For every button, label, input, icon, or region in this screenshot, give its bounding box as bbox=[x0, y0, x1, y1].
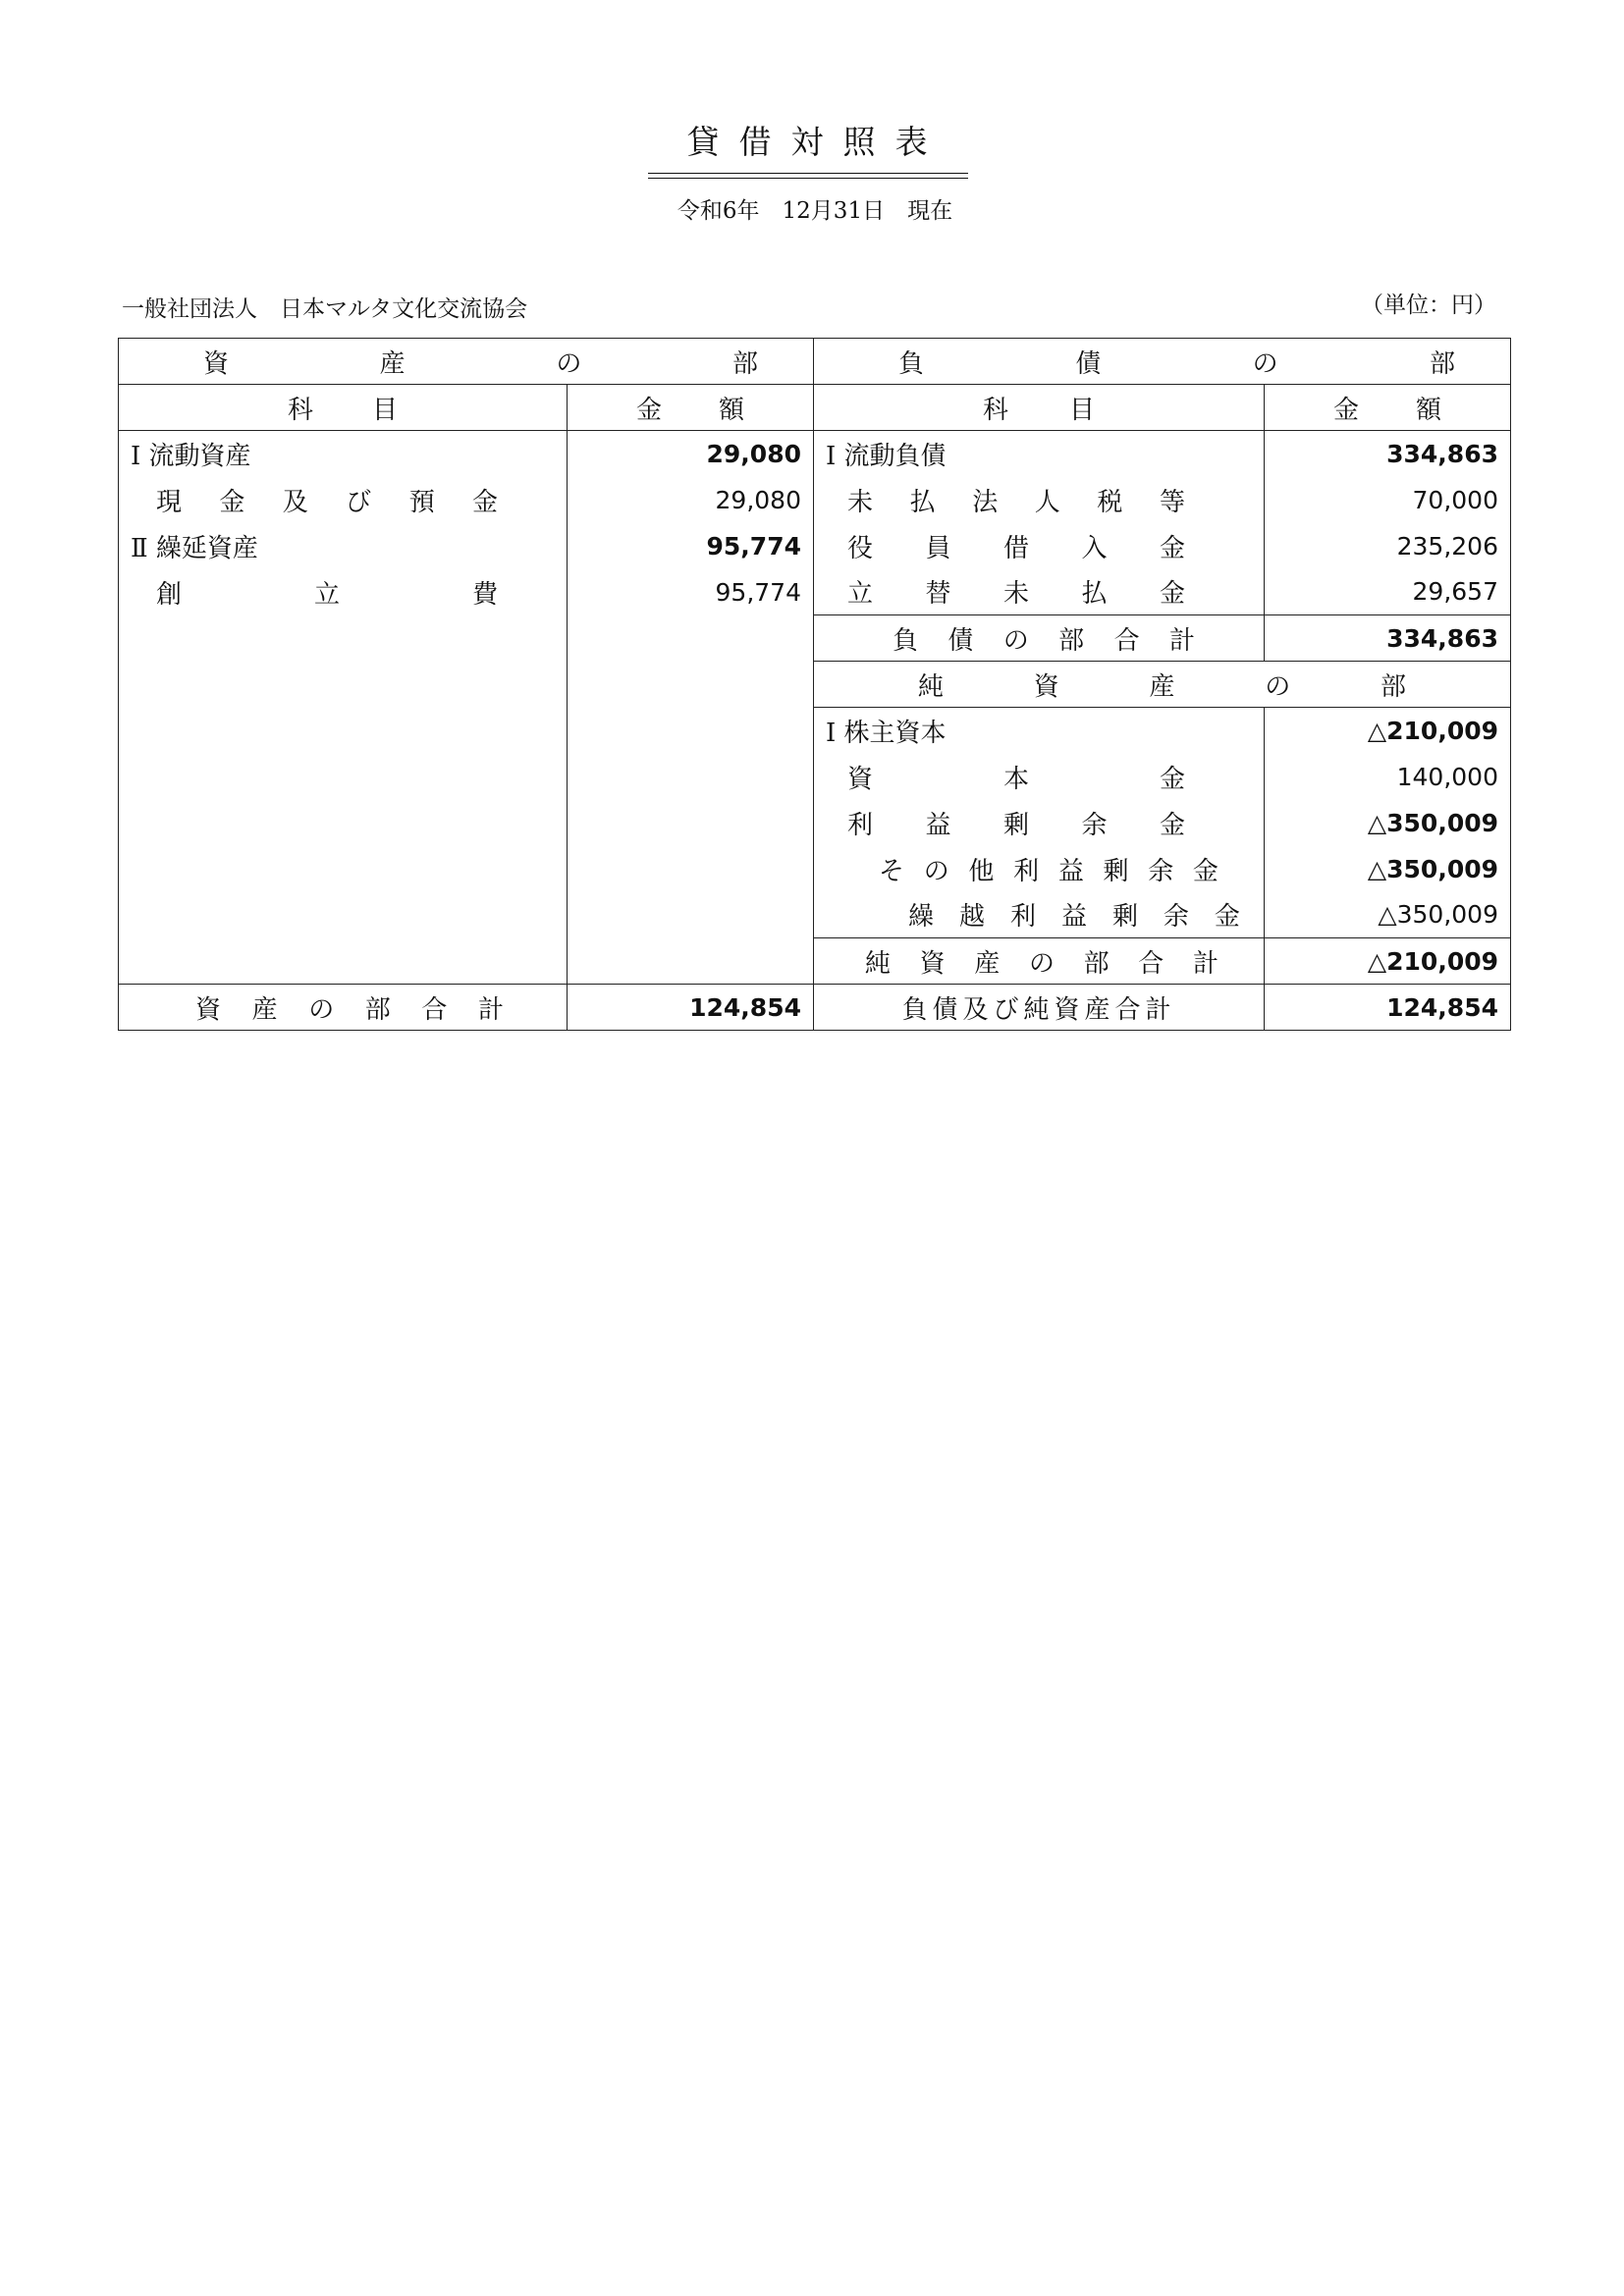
shareholders-equity-amount: △210,009 bbox=[1265, 708, 1511, 754]
label-char: 立 bbox=[313, 579, 340, 610]
label-char: 債 bbox=[1075, 348, 1102, 379]
deferred-assets-amount: 95,774 bbox=[568, 523, 814, 569]
spaced-label bbox=[636, 390, 744, 426]
label-char: 負 bbox=[898, 348, 925, 379]
label-char: 産 bbox=[974, 948, 1001, 979]
label-char: 費 bbox=[471, 579, 498, 610]
table-row bbox=[119, 431, 1511, 477]
letters bbox=[203, 344, 758, 380]
label-char: 金 bbox=[1159, 764, 1185, 794]
liabilities-total-amount: 334,863 bbox=[1265, 615, 1511, 662]
blank-cell bbox=[119, 708, 568, 754]
spaced-label bbox=[156, 574, 498, 611]
officer-loans-label bbox=[814, 523, 1265, 569]
label-char: 借 bbox=[1002, 533, 1029, 563]
spaced-label bbox=[879, 851, 1218, 887]
spaced-label bbox=[918, 667, 1406, 703]
label-char: 金 bbox=[1214, 902, 1240, 933]
label-char: の bbox=[308, 994, 335, 1025]
retained-earnings-carried-amount: △350,009 bbox=[1265, 892, 1511, 938]
capital-label bbox=[814, 754, 1265, 800]
label-char: 繰 bbox=[908, 902, 935, 933]
spaced-label bbox=[195, 989, 504, 1026]
label-char: 余 bbox=[1081, 810, 1108, 840]
spaced-label bbox=[847, 482, 1185, 518]
table-row bbox=[119, 615, 1511, 662]
blank-cell bbox=[568, 800, 814, 846]
label-char: 金 bbox=[219, 487, 245, 517]
label-char: 他 bbox=[968, 856, 995, 886]
blank-cell bbox=[568, 754, 814, 800]
label-char: の bbox=[1252, 348, 1278, 379]
liabilities-amount-header bbox=[1265, 385, 1511, 431]
liabilities-total-label bbox=[814, 615, 1265, 662]
current-liabilities-label: Ⅰ 流動負債 bbox=[814, 431, 1265, 477]
label-char: 部 bbox=[364, 994, 391, 1025]
label-char: 本 bbox=[1002, 764, 1029, 794]
label-char: 部 bbox=[1058, 625, 1085, 656]
label-char: 産 bbox=[251, 994, 278, 1025]
label-char: 及 bbox=[282, 487, 308, 517]
spaced-label bbox=[847, 805, 1185, 841]
label-char: そ bbox=[879, 856, 905, 886]
label-char: 債 bbox=[947, 625, 974, 656]
retained-earnings-amount: △350,009 bbox=[1265, 800, 1511, 846]
capital-amount: 140,000 bbox=[1265, 754, 1511, 800]
label-char: 余 bbox=[1148, 856, 1174, 886]
column-header-row bbox=[119, 385, 1511, 431]
label-char: 額 bbox=[718, 395, 744, 425]
label-char: 余 bbox=[1163, 902, 1189, 933]
label-char: 益 bbox=[1060, 902, 1087, 933]
table-row bbox=[119, 800, 1511, 846]
label-char: 合 bbox=[1138, 948, 1164, 979]
label-char: 額 bbox=[1415, 395, 1441, 425]
label-char: 払 bbox=[909, 487, 936, 517]
label-char: 目 bbox=[371, 395, 398, 425]
label-char: 等 bbox=[1159, 487, 1185, 517]
table-row bbox=[119, 938, 1511, 985]
label-char: 剰 bbox=[1103, 856, 1129, 886]
blank-cell bbox=[568, 662, 814, 708]
spaced-label bbox=[983, 390, 1095, 426]
shareholders-equity-label: Ⅰ 株主資本 bbox=[814, 708, 1265, 754]
label-char: 益 bbox=[1057, 856, 1084, 886]
label-char: 部 bbox=[1083, 948, 1110, 979]
blank-cell bbox=[119, 892, 568, 938]
blank-cell bbox=[568, 846, 814, 892]
spaced-label bbox=[847, 759, 1185, 795]
table-row bbox=[119, 708, 1511, 754]
label-char: 入 bbox=[1081, 533, 1108, 563]
label-char: 産 bbox=[1149, 671, 1175, 702]
label-char: 計 bbox=[1168, 625, 1195, 656]
label-char: 部 bbox=[1380, 671, 1406, 702]
spaced-label bbox=[156, 482, 498, 518]
cash-label bbox=[119, 477, 568, 523]
spaced-label bbox=[865, 943, 1218, 980]
label-char: 資 bbox=[847, 764, 874, 794]
label-char: 未 bbox=[1002, 579, 1029, 610]
organization-cost-amount: 95,774 bbox=[568, 569, 814, 615]
blank-cell bbox=[568, 892, 814, 938]
current-assets-label: Ⅰ 流動資産 bbox=[119, 431, 568, 477]
assets-amount-header bbox=[568, 385, 814, 431]
label-char: 員 bbox=[925, 533, 951, 563]
label-char: の bbox=[923, 856, 949, 886]
income-taxes-amount: 70,000 bbox=[1265, 477, 1511, 523]
assets-total-amount: 124,854 bbox=[568, 985, 814, 1031]
blank-cell bbox=[119, 800, 568, 846]
table-row bbox=[119, 754, 1511, 800]
label-char: 税 bbox=[1097, 487, 1123, 517]
retained-earnings-carried-label bbox=[814, 892, 1265, 938]
label-char: び bbox=[346, 487, 372, 517]
report-date: 令和6年 12月31日 現在 bbox=[677, 198, 953, 224]
label-char: 負 bbox=[893, 625, 919, 656]
income-taxes-label bbox=[814, 477, 1265, 523]
label-char: の bbox=[1002, 625, 1029, 656]
label-char: 剰 bbox=[1002, 810, 1029, 840]
label-char: 純 bbox=[865, 948, 892, 979]
table-row bbox=[119, 477, 1511, 523]
spaced-label bbox=[847, 573, 1185, 610]
label-char: 純 bbox=[918, 671, 945, 702]
label-char: 法 bbox=[972, 487, 999, 517]
label-char: 合 bbox=[1113, 625, 1140, 656]
letters bbox=[898, 344, 1455, 380]
label-char: 産 bbox=[379, 348, 406, 379]
label-char: 預 bbox=[408, 487, 435, 517]
label-char: 部 bbox=[731, 348, 758, 379]
net-assets-section-header bbox=[814, 662, 1511, 708]
label-char: 金 bbox=[1159, 579, 1185, 610]
table-row bbox=[119, 662, 1511, 708]
label-char: 資 bbox=[919, 948, 946, 979]
label-char: 金 bbox=[1192, 856, 1218, 886]
label-char: 合 bbox=[421, 994, 448, 1025]
officer-loans-amount: 235,206 bbox=[1265, 523, 1511, 569]
label-char: 利 bbox=[847, 810, 874, 840]
table-row bbox=[119, 523, 1511, 569]
section-header-row bbox=[119, 339, 1511, 385]
spaced-label bbox=[893, 620, 1195, 657]
label-char: 創 bbox=[156, 579, 183, 610]
liabilities-section-header bbox=[814, 339, 1511, 385]
grand-total-label: 負債及び純資産合計 bbox=[814, 985, 1265, 1031]
blank-cell bbox=[119, 662, 568, 708]
label-char: 替 bbox=[925, 579, 951, 610]
label-char: 計 bbox=[477, 994, 504, 1025]
other-retained-earnings-label bbox=[814, 846, 1265, 892]
label-char: 資 bbox=[1033, 671, 1059, 702]
blank-cell bbox=[119, 754, 568, 800]
current-assets-amount: 29,080 bbox=[568, 431, 814, 477]
spaced-label bbox=[288, 390, 398, 426]
assets-section-header bbox=[119, 339, 814, 385]
label-char: 人 bbox=[1034, 487, 1060, 517]
label-char: 資 bbox=[195, 994, 222, 1025]
label-char: 払 bbox=[1081, 579, 1108, 610]
label-char: 金 bbox=[1159, 810, 1185, 840]
table-row bbox=[119, 569, 1511, 615]
title-underline bbox=[648, 173, 968, 174]
assets-account-header bbox=[119, 385, 568, 431]
label-char: 益 bbox=[925, 810, 951, 840]
label-char: 立 bbox=[847, 579, 874, 610]
label-char: 科 bbox=[288, 395, 314, 425]
advances-payable-amount: 29,657 bbox=[1265, 569, 1511, 615]
advances-payable-label bbox=[814, 569, 1265, 615]
deferred-assets-label: Ⅱ 繰延資産 bbox=[119, 523, 568, 569]
grand-total-amount: 124,854 bbox=[1265, 985, 1511, 1031]
blank-cell bbox=[119, 615, 568, 662]
blank-cell bbox=[568, 615, 814, 662]
label-char: 利 bbox=[1009, 902, 1036, 933]
label-char: 金 bbox=[1159, 533, 1185, 563]
blank-cell bbox=[119, 938, 568, 985]
label-char: の bbox=[1265, 671, 1291, 702]
label-char: 利 bbox=[1013, 856, 1040, 886]
label-char: 越 bbox=[958, 902, 985, 933]
current-liabilities-amount: 334,863 bbox=[1265, 431, 1511, 477]
spaced-label bbox=[908, 896, 1240, 933]
label-char: 科 bbox=[983, 395, 1009, 425]
net-assets-total-label bbox=[814, 938, 1265, 985]
label-char: 部 bbox=[1429, 348, 1455, 379]
net-assets-total-amount: △210,009 bbox=[1265, 938, 1511, 985]
label-char: 資 bbox=[203, 348, 230, 379]
label-char: 目 bbox=[1068, 395, 1095, 425]
label-char: 現 bbox=[156, 487, 183, 517]
label-char: 未 bbox=[847, 487, 874, 517]
label-char: の bbox=[1028, 948, 1055, 979]
organization-name: 一般社団法人 日本マルタ文化交流協会 bbox=[122, 296, 528, 322]
spaced-label bbox=[847, 528, 1185, 564]
retained-earnings-label bbox=[814, 800, 1265, 846]
label-char: 計 bbox=[1192, 948, 1218, 979]
balance-sheet-table bbox=[118, 338, 1511, 1031]
label-char: 金 bbox=[1333, 395, 1360, 425]
label-char: 金 bbox=[636, 395, 663, 425]
label-char: 金 bbox=[471, 487, 498, 517]
blank-cell bbox=[119, 846, 568, 892]
assets-total-label bbox=[119, 985, 568, 1031]
organization-cost-label bbox=[119, 569, 568, 615]
label-char: 役 bbox=[847, 533, 874, 563]
other-retained-earnings-amount: △350,009 bbox=[1265, 846, 1511, 892]
document-title: 貸借対照表 bbox=[686, 123, 947, 161]
spaced-label bbox=[1333, 390, 1441, 426]
total-row bbox=[119, 985, 1511, 1031]
liabilities-account-header bbox=[814, 385, 1265, 431]
title-underline-second bbox=[648, 178, 968, 179]
label-char: の bbox=[556, 348, 582, 379]
label-char: 剰 bbox=[1111, 902, 1138, 933]
unit-label: （単位：円） bbox=[1361, 293, 1496, 318]
blank-cell bbox=[568, 938, 814, 985]
cash-amount: 29,080 bbox=[568, 477, 814, 523]
blank-cell bbox=[568, 708, 814, 754]
table-row bbox=[119, 846, 1511, 892]
table-row bbox=[119, 892, 1511, 938]
